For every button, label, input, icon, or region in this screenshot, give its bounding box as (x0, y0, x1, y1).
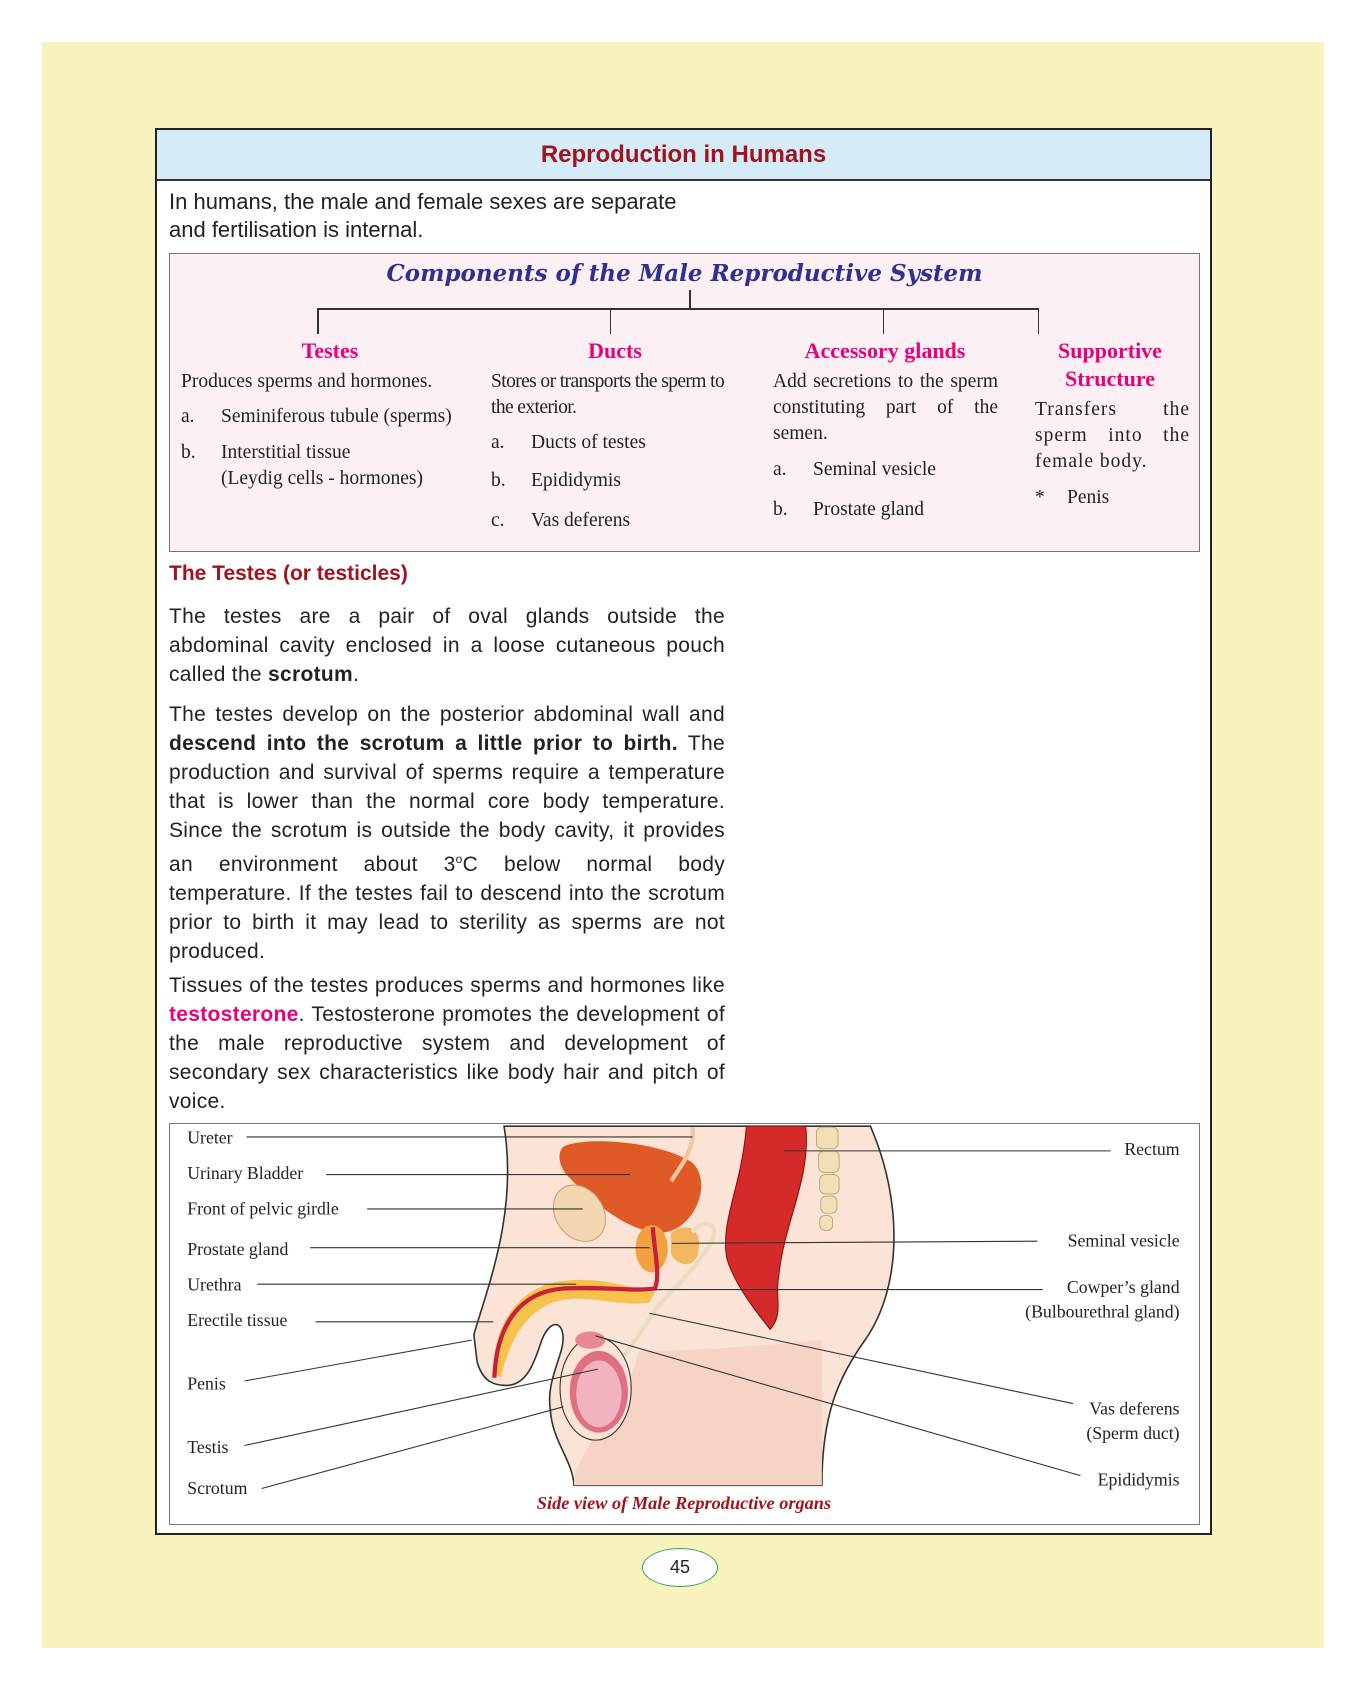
list-item (1035, 485, 1190, 511)
label-ureter: Ureter (187, 1127, 233, 1148)
item-text: Prostate gland (813, 499, 925, 520)
page-number: 45 (642, 1548, 718, 1587)
male-reproductive-diagram (169, 1123, 1200, 1525)
tree-line (1038, 308, 1039, 334)
label-cowpers-gland: Cowper’s gland (1066, 1276, 1180, 1297)
label-pelvic-girdle: Front of pelvic girdle (187, 1198, 339, 1219)
bold-term: descend into the scrotum a little prior to birth. (169, 732, 678, 755)
list-item (491, 430, 737, 456)
column-heading-ducts: Ducts (588, 338, 642, 363)
item-text: Seminal vesicle (813, 459, 936, 480)
tree-line (610, 308, 611, 334)
column-desc: Produces sperms and hormones. (181, 371, 433, 392)
text: The testes develop on the posterior abdominal wall and (169, 703, 725, 726)
list-item (181, 404, 481, 430)
label-erectile-tissue: Erectile tissue (187, 1310, 288, 1331)
intro-line: and fertilisation is internal. (169, 217, 424, 242)
column-heading-testes: Testes (301, 338, 359, 363)
column-heading-supportive-structure: Supportive Structure (1058, 338, 1162, 391)
label-testis: Testis (187, 1437, 229, 1458)
item-text: (Leydig cells - hormones) (221, 468, 423, 489)
label-epididymis: Epididymis (1097, 1469, 1180, 1490)
column-heading-accessory-glands: Accessory glands (804, 338, 966, 363)
list-item (491, 468, 737, 494)
item-marker: a. (773, 459, 787, 480)
label-urinary-bladder: Urinary Bladder (187, 1162, 304, 1183)
item-text: Seminiferous tubule (sperms) (221, 406, 452, 427)
list-item (773, 497, 998, 523)
section-heading: The Testes (or testicles) (169, 562, 408, 585)
paragraph (169, 602, 725, 689)
testis-inner (576, 1361, 621, 1428)
label-vas-deferens: Vas deferens (1089, 1398, 1180, 1419)
label-seminal-vesicle: Seminal vesicle (1067, 1230, 1180, 1251)
section-header (157, 130, 1210, 181)
label-prostate-gland: Prostate gland (187, 1239, 289, 1260)
text: Tissues of the testes produces sperms and hormones like (169, 974, 725, 997)
epididymis (575, 1332, 605, 1349)
label-penis: Penis (187, 1373, 226, 1394)
tree-line (883, 308, 884, 334)
item-text: Vas deferens (531, 510, 631, 531)
highlight-term: testosterone (169, 1003, 299, 1026)
column-desc: Transfers the sperm into the female body. (1035, 399, 1190, 472)
text: . (352, 663, 360, 686)
label-bulbourethral: (Bulbourethral gland) (1025, 1301, 1180, 1322)
column-desc: Stores or transports the sperm to the exterior. (491, 371, 725, 418)
list-item (181, 440, 481, 492)
column-desc: Add secretions to the sperm constituting part of the semen. (773, 371, 998, 444)
text: C below normal body temperature. If the testes fail to descend into the scrotum prior to birth it may lead to sterility as sperms are not produced. (169, 853, 725, 963)
intro-line: In humans, the male and female sexes are separate (169, 189, 677, 214)
text: The production and survival of sperms require a temperature that is lower than the normal core body temperature. Since the scrotum is outside the body cavity, it provides an environment about 3 (169, 732, 726, 876)
tree-line (317, 308, 319, 334)
tree-line (317, 308, 1039, 310)
components-box (169, 253, 1200, 552)
text: The testes are a pair of oval glands outside the abdominal cavity enclosed in a loose cutaneous pouch called the (169, 605, 725, 686)
list-item (773, 457, 998, 483)
components-title: Components of the Male Reproductive System (386, 260, 983, 287)
section-title: Reproduction in Humans (540, 141, 827, 168)
diagram-svg (170, 1124, 1199, 1524)
item-text: Interstitial tissue (221, 442, 351, 463)
item-marker: c. (491, 510, 505, 531)
paragraph (169, 700, 725, 966)
bold-term: scrotum (268, 663, 353, 686)
item-marker: b. (181, 442, 196, 463)
list-item (491, 508, 737, 534)
item-text: Epididymis (531, 470, 621, 491)
item-text: Penis (1067, 487, 1110, 508)
item-marker: * (1035, 487, 1045, 508)
tree-line (689, 290, 691, 310)
content-frame (155, 128, 1212, 1535)
item-marker: a. (491, 432, 505, 453)
label-rectum: Rectum (1124, 1139, 1180, 1160)
item-marker: b. (491, 470, 506, 491)
text: . Testosterone promotes the development of the male reproductive system and development of secondary sex characteristics like body hair and pitch of voice. (169, 1003, 725, 1113)
item-text: Ducts of testes (531, 432, 646, 453)
item-marker: b. (773, 499, 788, 520)
item-marker: a. (181, 406, 195, 427)
intro-text (169, 188, 677, 244)
diagram-caption: Side view of Male Reproductive organs (536, 1492, 832, 1513)
degree-sign: o (455, 852, 463, 866)
label-urethra: Urethra (187, 1274, 242, 1295)
label-scrotum: Scrotum (187, 1477, 248, 1498)
paragraph (169, 971, 725, 1116)
label-sperm-duct: (Sperm duct) (1086, 1423, 1180, 1444)
